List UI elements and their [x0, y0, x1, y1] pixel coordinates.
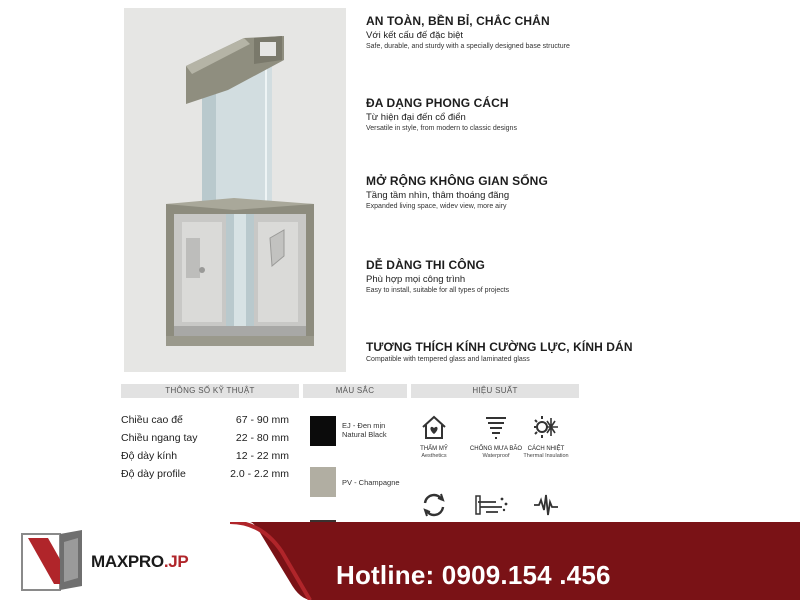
product-photo: [124, 8, 346, 372]
feature-item: [366, 340, 786, 363]
feature-title: MỞ RỘNG KHÔNG GIAN SỐNG: [366, 174, 548, 188]
feature-title: ĐA DẠNG PHONG CÁCH: [366, 96, 509, 110]
feature-title: AN TOÀN, BỀN BỈ, CHẮC CHẮN: [366, 14, 550, 28]
feature-subtitle-vi: Với kết cấu đế đặc biệt: [366, 30, 464, 41]
feature-subtitle-en: Compatible with tempered glass and laminated glass: [366, 356, 530, 363]
spec-label: Độ dày kính: [121, 450, 178, 462]
spec-value: 12 - 22 mm: [235, 450, 289, 462]
feature-item: [366, 96, 786, 132]
feature-subtitle-en: Easy to install, suitable for all types of projects: [366, 287, 510, 294]
hotline-text[interactable]: Hotline: 0909.154 .456: [336, 560, 611, 590]
color-swatch-black: [310, 416, 336, 446]
perf-label-en: Waterproof: [482, 453, 510, 459]
feature-subtitle-en: Expanded living space, widev view, more airy: [366, 203, 507, 210]
performance-header: HIỆU SUẤT: [411, 384, 579, 398]
feature-item: [366, 14, 786, 50]
spec-label: Chiều ngang tay: [121, 432, 198, 444]
color-label: PV - Champagne: [342, 478, 400, 487]
perf-label-vi: THẨM MỸ: [420, 446, 448, 452]
feature-item: [366, 174, 786, 210]
feature-title: TƯƠNG THÍCH KÍNH CƯỜNG LỰC, KÍNH DÁN: [366, 340, 633, 354]
perf-label-vi: CHỐNG MƯA BÃO: [469, 446, 523, 452]
rain-shield-icon: [481, 412, 511, 442]
feature-subtitle-vi: Tầng tầm nhìn, thâm thoáng đãng: [366, 190, 510, 201]
perf-item: [468, 412, 524, 459]
feature-subtitle-en: Versatile in style, from modern to classic designs: [366, 125, 517, 132]
feature-subtitle-vi: Phù hợp mọi công trình: [366, 274, 466, 285]
spec-value: 22 - 80 mm: [235, 432, 289, 444]
spec-value: 67 - 90 mm: [235, 414, 289, 426]
feature-subtitle-vi: Từ hiện đại đến cổ điển: [366, 112, 466, 123]
railing-profile-illustration: [124, 8, 346, 372]
feature-item: [366, 258, 786, 294]
perf-item: [518, 412, 574, 459]
feature-subtitle-en: Safe, durable, and sturdy with a specially designed base structure: [366, 43, 570, 50]
spec-value: 2.0 - 2.2 mm: [230, 468, 289, 480]
house-heart-icon: [419, 412, 449, 442]
soundwave-icon: [531, 490, 561, 520]
sync-arrows-icon: [419, 490, 449, 520]
color-swatch-champagne: [310, 467, 336, 497]
spec-label: Độ dày profile: [121, 468, 186, 480]
brand-suffix: .JP: [163, 552, 189, 571]
feature-title: DỄ DÀNG THI CÔNG: [366, 258, 485, 272]
specs-header: THÔNG SỐ KỸ THUẬT: [121, 384, 299, 398]
brand-main: MAXPRO: [91, 552, 164, 571]
colors-header: MÀU SẮC: [303, 384, 407, 398]
perf-label-en: Thermal Insulation: [523, 453, 569, 459]
perf-label-vi: CÁCH NHIỆT: [527, 446, 565, 452]
spec-label: Chiều cao đế: [121, 414, 183, 426]
dust-wind-icon: [472, 490, 512, 520]
perf-item: [406, 412, 462, 459]
brand-name: [91, 552, 188, 572]
color-label: EJ - Đen mịn Natural Black: [342, 421, 387, 439]
sun-snow-icon: [531, 412, 561, 442]
perf-label-en: Aesthetics: [421, 453, 447, 459]
maxpro-logo-icon: [20, 528, 88, 594]
